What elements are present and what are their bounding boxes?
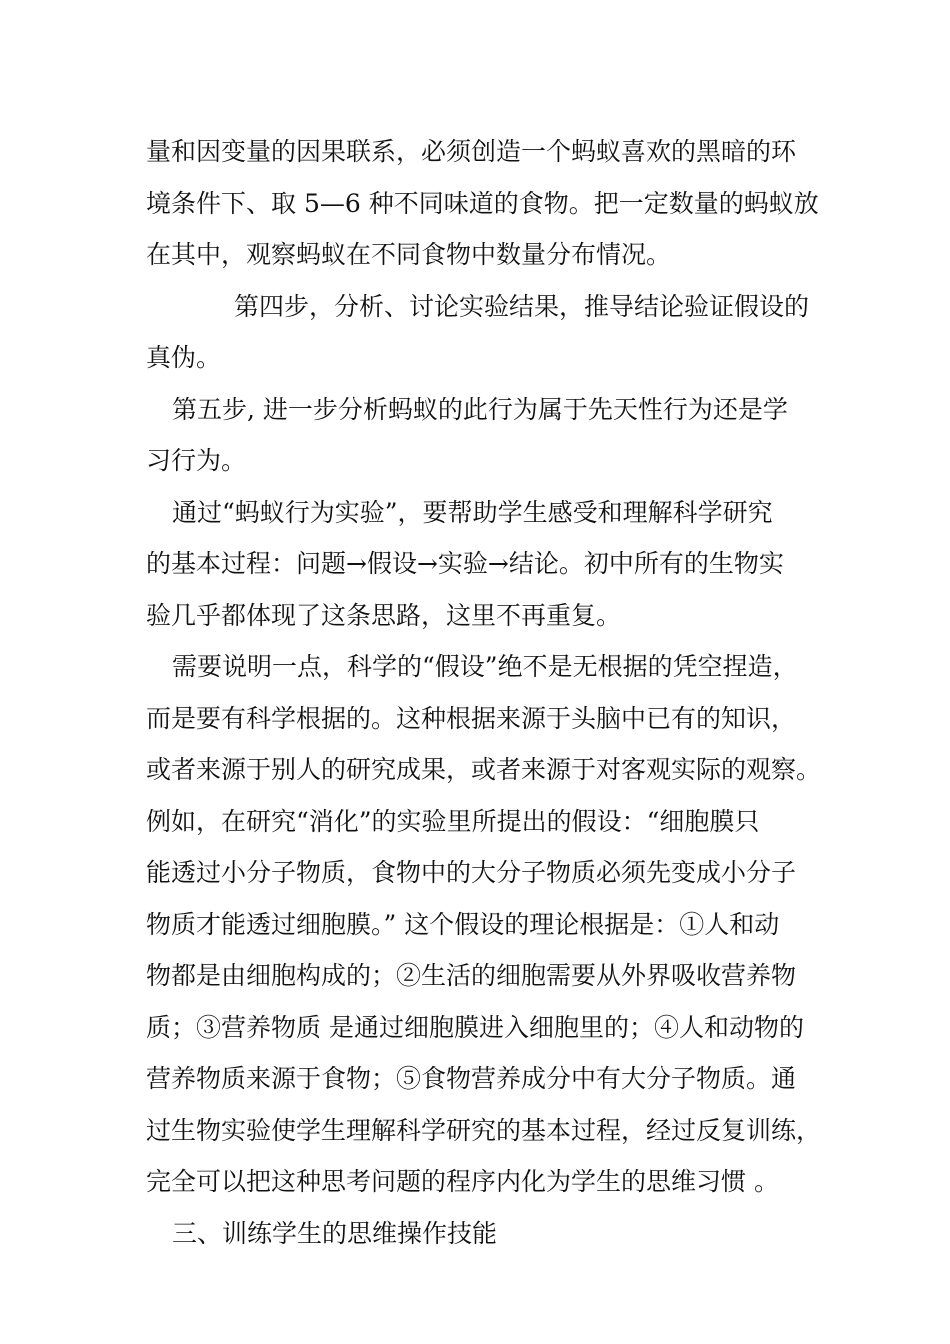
text-line: 或者来源于别人的研究成果，或者来源于对客观实际的观察。	[146, 755, 822, 784]
text-line: 第五步, 进一步分析蚂蚁的此行为属于先天性行为还是学	[172, 394, 788, 424]
text-line: 过生物实验使学生理解科学研究的基本过程，经过反复训练，	[146, 1115, 822, 1145]
text-line: 而是要有科学根据的。这种根据来源于头脑中已有的知识，	[146, 703, 797, 733]
text-line: 营养物质来源于食物；⑤食物营养成分中有大分子物质。通	[146, 1064, 797, 1093]
text-line: 真伪。	[146, 343, 222, 372]
section-heading-thinking-skills	[146, 1208, 830, 1260]
text-line: 在其中，观察蚂蚁在不同食物中数量分布情况。	[146, 240, 672, 269]
text-line: 质；③营养物质 是通过细胞膜进入细胞里的；④人和动物的	[146, 1012, 804, 1042]
text-line: 完全可以把这种思考问题的程序内化为学生的思维习惯 。	[146, 1167, 779, 1196]
paragraph-step-four	[146, 281, 830, 384]
text-line: 的基本过程：问题→假设→实验→结论。初中所有的生物实	[146, 549, 784, 578]
text-line: 量和因变量的因果联系，必须创造一个蚂蚁喜欢的黑暗的环	[146, 137, 797, 166]
paragraph-research-process	[146, 487, 830, 642]
text-line: 需要说明一点，科学的“假设”绝不是无根据的凭空捏造，	[172, 652, 798, 681]
text-line: 习行为。	[146, 446, 247, 475]
section-heading: 三、训练学生的思维操作技能	[172, 1218, 498, 1248]
text-line: 物质才能透过细胞膜。” 这个假设的理论根据是：①人和动	[146, 909, 780, 939]
text-line: 例如，在研究“消化”的实验里所提出的假设：“细胞膜只	[146, 806, 760, 836]
text-line: 通过“蚂蚁行为实验”，要帮助学生感受和理解科学研究	[172, 497, 773, 527]
text-line: 验几乎都体现了这条思路，这里不再重复。	[146, 600, 622, 630]
paragraph-ant-experiment-setup	[146, 126, 830, 281]
text-line: 物都是由细胞构成的；②生活的细胞需要从外界吸收营养物	[146, 961, 797, 990]
paragraph-hypothesis-basis	[146, 641, 830, 1208]
text-line: 能透过小分子物质，食物中的大分子物质必须先变成小分子	[146, 858, 797, 887]
paragraph-step-five	[146, 384, 830, 487]
text-line: 第四步，分析、讨论实验结果，推导结论验证假设的	[234, 291, 810, 321]
text-line: 境条件下、取 5—6 种不同味道的食物。把一定数量的蚂蚁放	[146, 188, 819, 218]
